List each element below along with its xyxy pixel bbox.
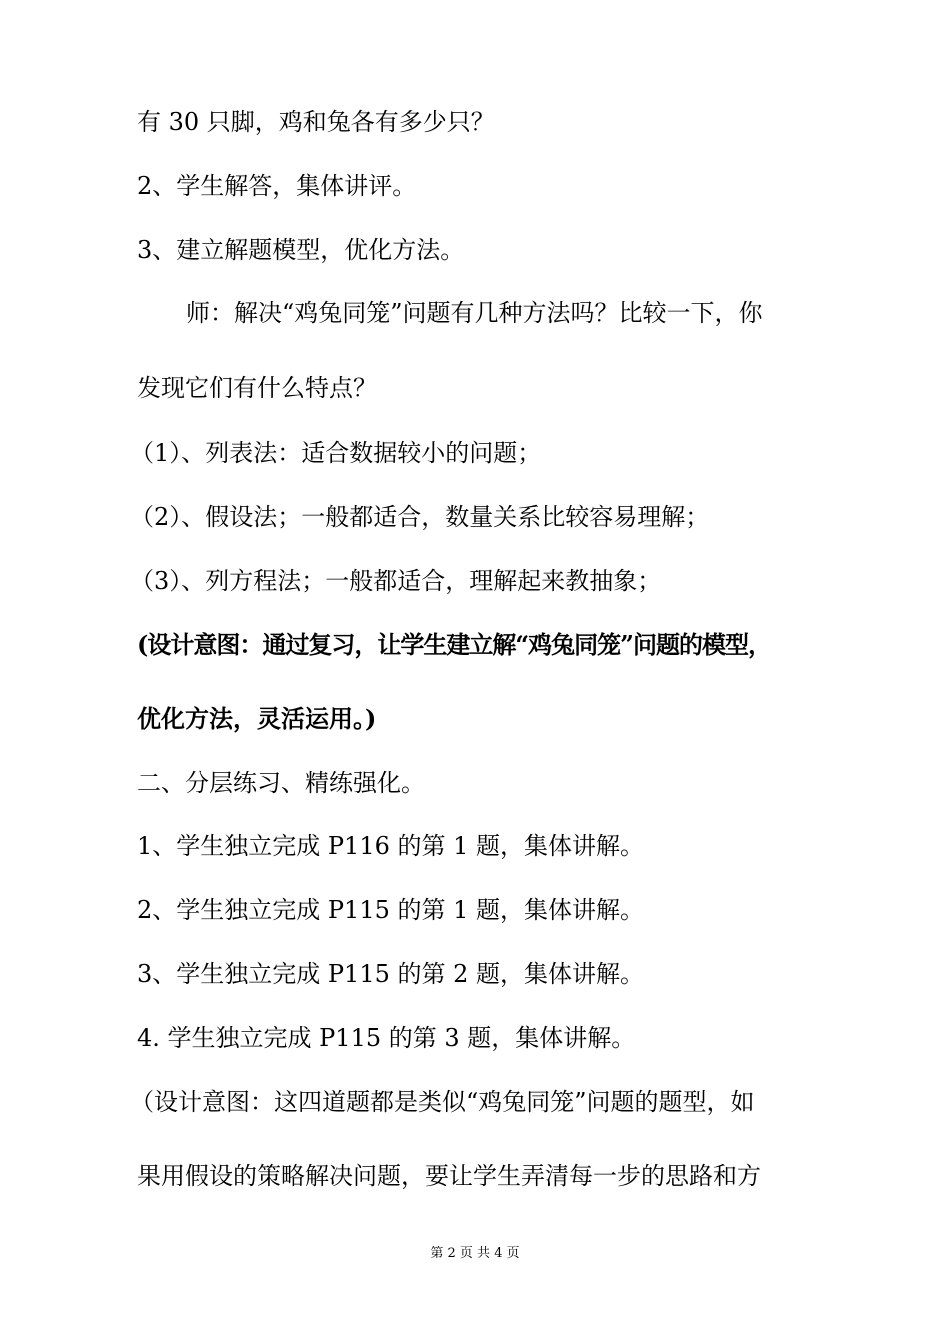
text-line: 1、学生独立完成 P116 的第 1 题，集体讲解。 bbox=[137, 832, 645, 860]
text-line: 4. 学生独立完成 P115 的第 3 题，集体讲解。 bbox=[137, 1024, 636, 1052]
page-number: 第 2 页 共 4 页 bbox=[430, 1246, 520, 1261]
text-line: 2、学生解答，集体讲评。 bbox=[137, 172, 417, 200]
text-line: （设计意图：这四道题都是类似“鸡兔同笼”问题的题型，如 bbox=[130, 1088, 755, 1116]
text-line: 有 30 只脚，鸡和兔各有多少只？ bbox=[137, 108, 495, 136]
text-line: 3、建立解题模型，优化方法。 bbox=[137, 236, 465, 264]
text-line: 师：解决“鸡兔同笼”问题有几种方法吗？比较一下，你 bbox=[186, 299, 763, 327]
text-line: 发现它们有什么特点？ bbox=[137, 374, 377, 402]
design-intent-line: 优化方法，灵活运用。) bbox=[137, 704, 377, 733]
text-line: 果用假设的策略解决问题，要让学生弄清每一步的思路和方 bbox=[137, 1162, 761, 1190]
text-line: （2）、假设法；一般都适合，数量关系比较容易理解； bbox=[130, 503, 710, 531]
text-line: 3、学生独立完成 P115 的第 2 题，集体讲解。 bbox=[137, 960, 645, 988]
text-line: 2、学生独立完成 P115 的第 1 题，集体讲解。 bbox=[137, 896, 645, 924]
design-intent-line: (设计意图：通过复习，让学生建立解“鸡兔同笼”问题的模型， bbox=[137, 630, 771, 659]
text-line: （3）、列方程法；一般都适合，理解起来教抽象； bbox=[130, 567, 662, 595]
section-heading: 二、分层练习、精练强化。 bbox=[137, 769, 425, 797]
text-line: （1）、列表法：适合数据较小的问题； bbox=[130, 439, 542, 467]
